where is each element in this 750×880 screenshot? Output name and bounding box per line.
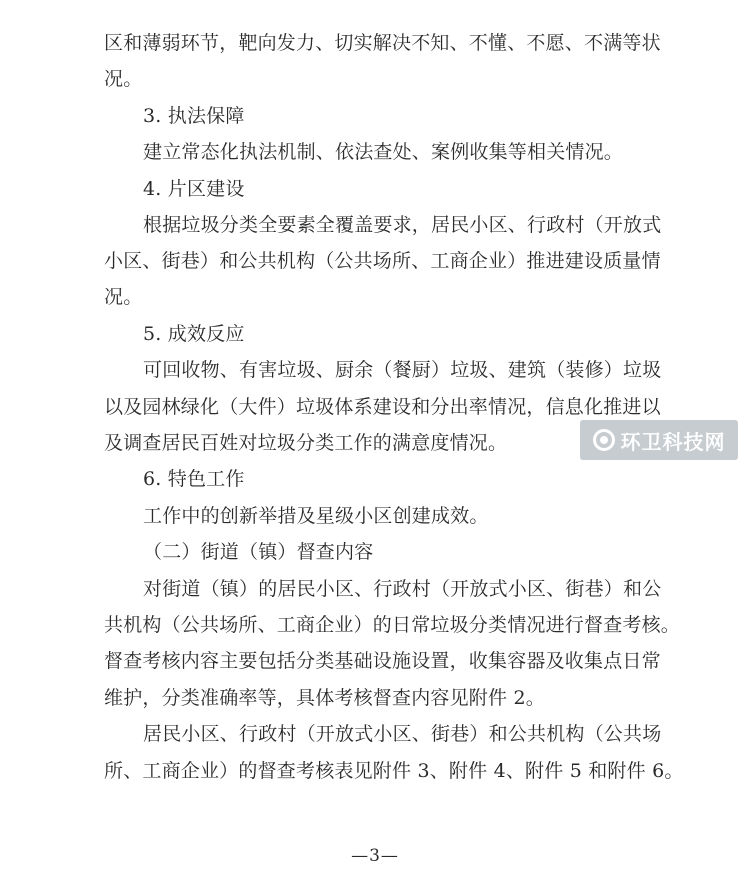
text-line: 况。 xyxy=(104,286,143,308)
section-heading: 3. 执法保障 xyxy=(143,105,245,127)
section-heading: （二）街道（镇）督查内容 xyxy=(143,541,374,563)
section-heading: 6. 特色工作 xyxy=(143,468,245,490)
watermark xyxy=(580,420,738,460)
text-line: 小区、街巷）和公共机构（公共场所、工商企业）推进建设质量情 xyxy=(104,250,661,272)
page-number: —3— xyxy=(351,846,399,866)
text-line: 维护，分类准确率等，具体考核督查内容见附件 2。 xyxy=(104,687,545,709)
text-line: 况。 xyxy=(104,68,143,90)
text-line: 督查考核内容主要包括分类基础设施设置，收集容器及收集点日常 xyxy=(104,650,661,672)
text-line: 所、工商企业）的督查考核表见附件 3、附件 4、附件 5 和附件 6。 xyxy=(104,760,684,782)
text-line: 建立常态化执法机制、依法查处、案例收集等相关情况。 xyxy=(143,141,624,163)
section-heading: 5. 成效反应 xyxy=(143,323,245,345)
text-line: 区和薄弱环节，靶向发力、切实解决不知、不懂、不愿、不满等状 xyxy=(104,32,661,54)
text-line: 居民小区、行政村（开放式小区、街巷）和公共机构（公共场 xyxy=(143,723,662,745)
text-line: 可回收物、有害垃圾、厨余（餐厨）垃圾、建筑（装修）垃圾 xyxy=(143,359,662,381)
text-line: 对街道（镇）的居民小区、行政村（开放式小区、街巷）和公 xyxy=(143,578,662,600)
text-line: 工作中的创新举措及星级小区创建成效。 xyxy=(143,505,489,527)
text-line: 共机构（公共场所、工商企业）的日常垃圾分类情况进行督查考核。 xyxy=(104,614,681,636)
watermark-text: 环卫科技网 xyxy=(620,429,726,454)
text-line: 及调查居民百姓对垃圾分类工作的满意度情况。 xyxy=(104,432,508,454)
text-line: 根据垃圾分类全要素全覆盖要求，居民小区、行政村（开放式 xyxy=(143,214,662,236)
section-heading: 4. 片区建设 xyxy=(143,178,245,200)
watermark-logo-icon xyxy=(593,429,615,451)
text-line: 以及园林绿化（大件）垃圾体系建设和分出率情况，信息化推进以 xyxy=(104,396,661,418)
